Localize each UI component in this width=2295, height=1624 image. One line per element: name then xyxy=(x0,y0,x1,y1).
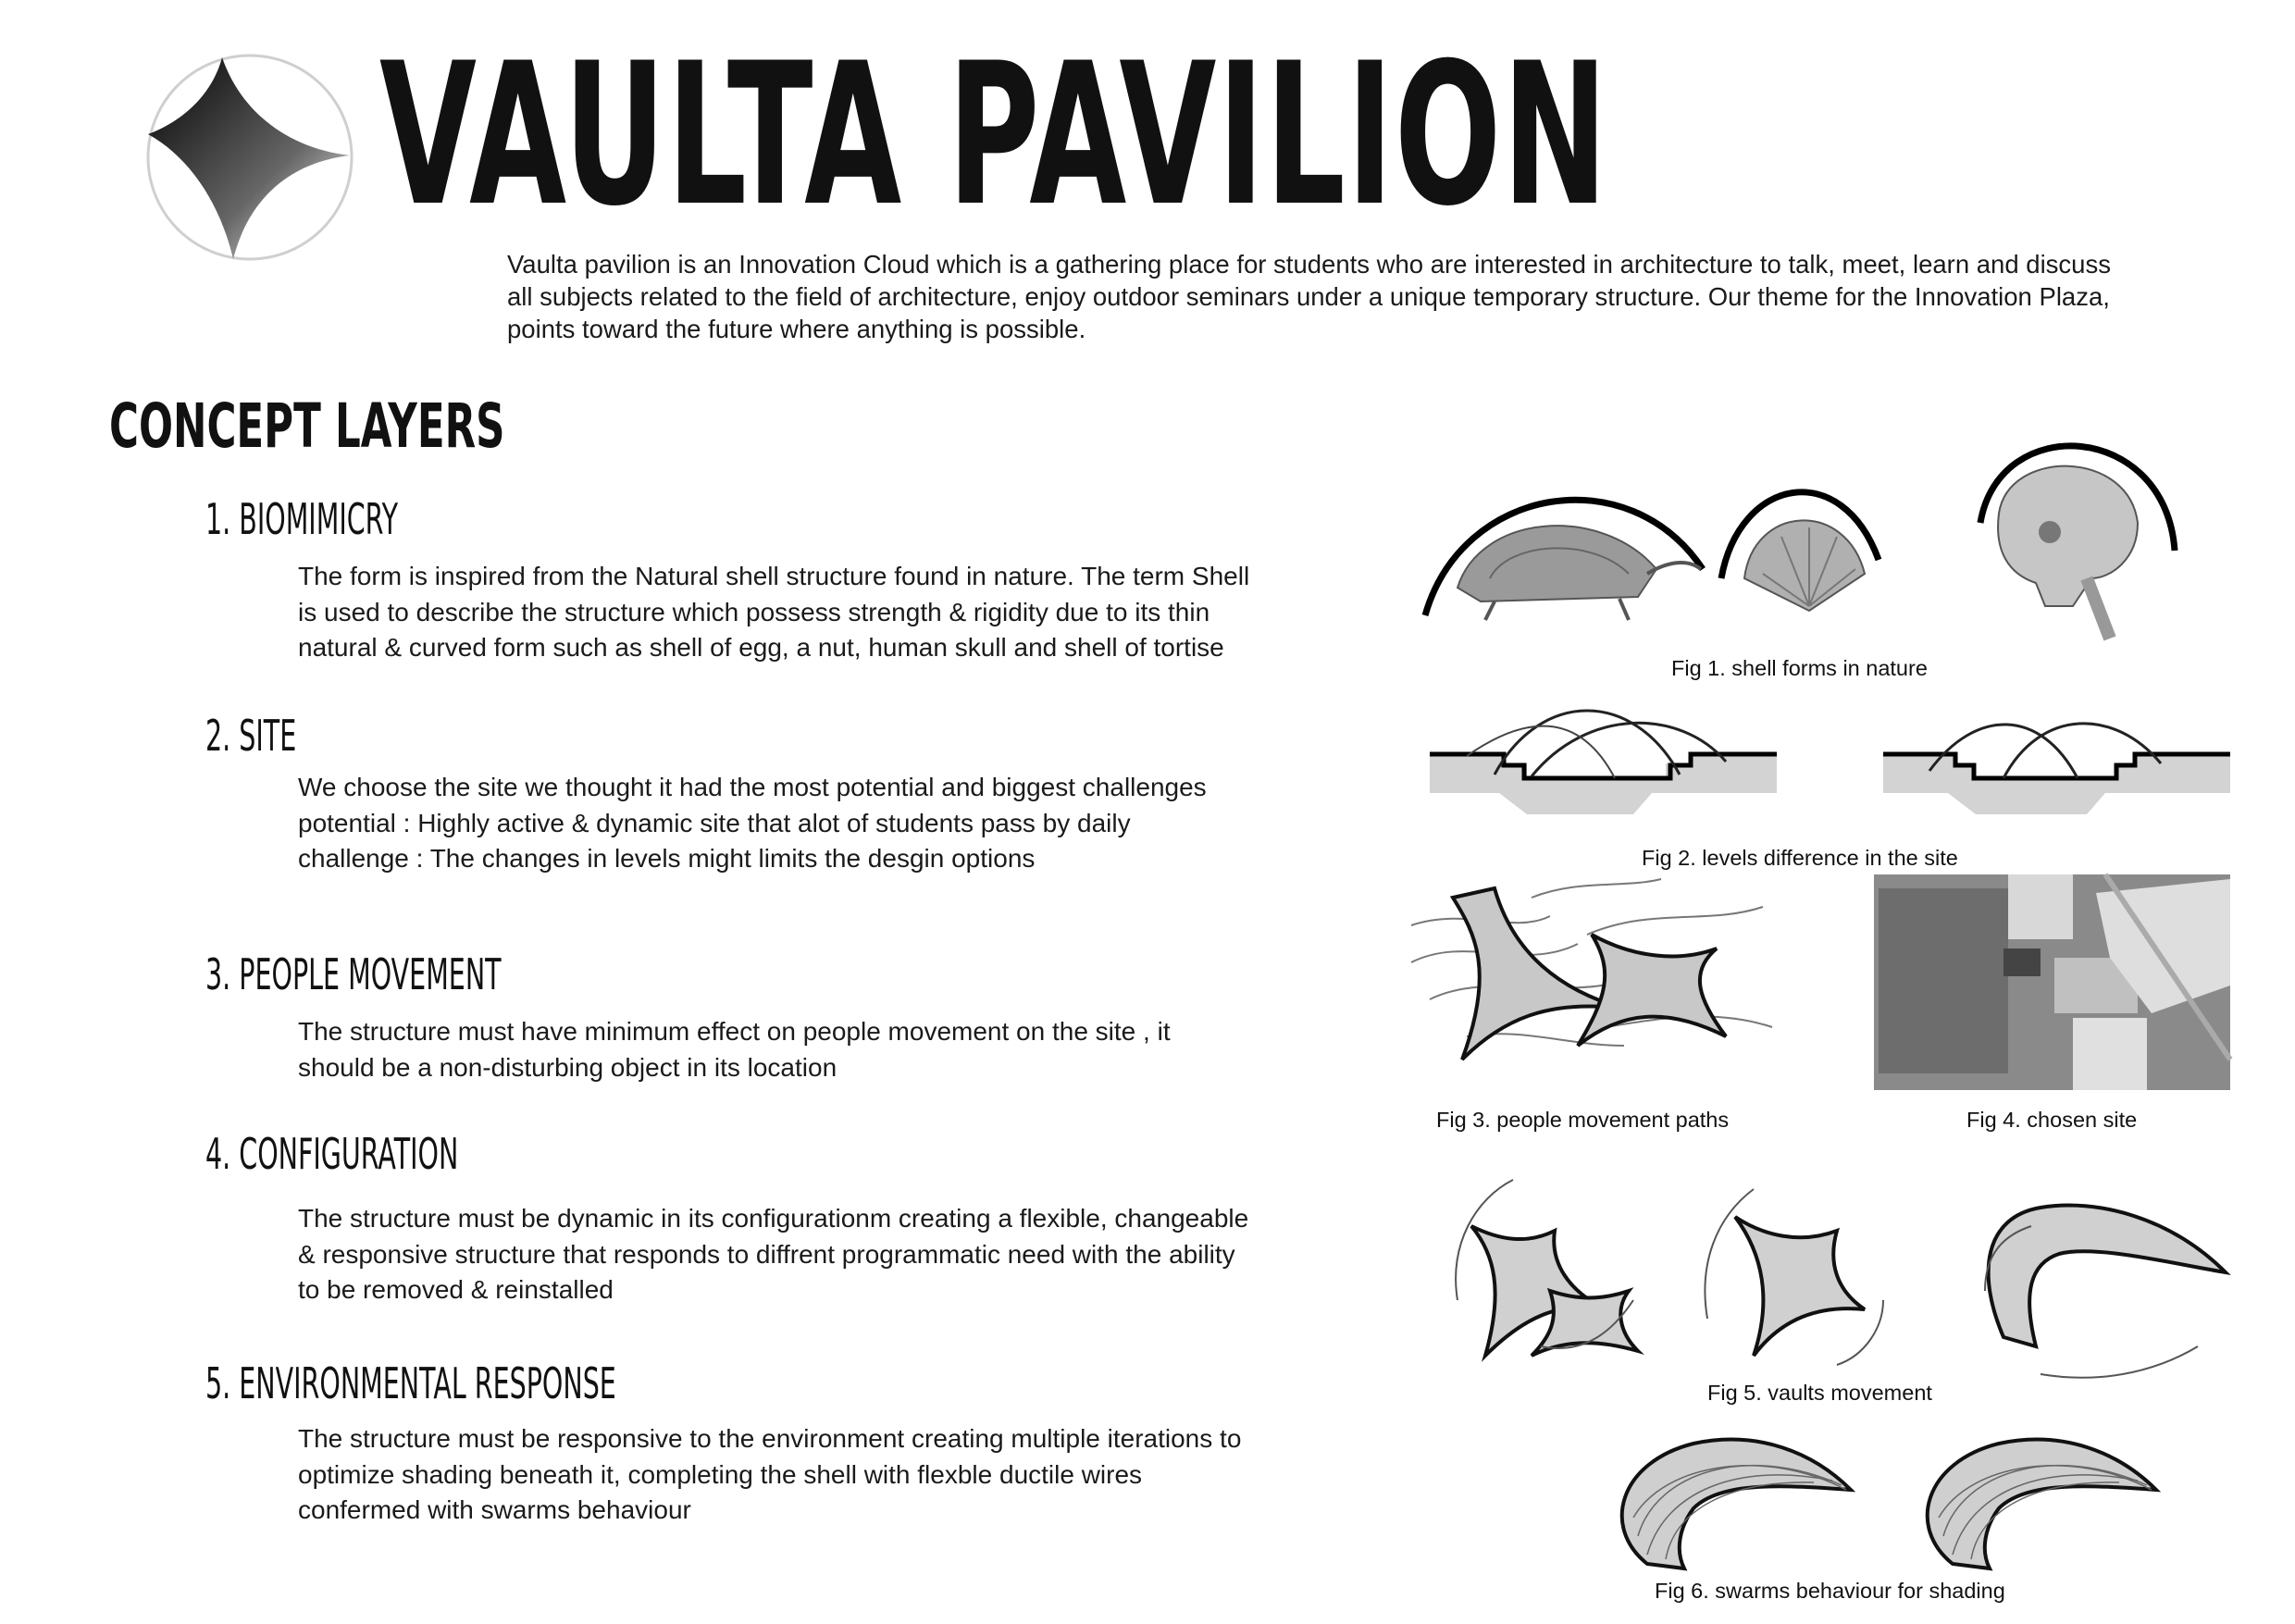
site-text-line: challenge : The changes in levels might limits the desgin options xyxy=(298,844,1036,873)
section-title-environmental-response: 5. ENVIRONMENTAL RESPONSE xyxy=(205,1358,616,1408)
fig6-caption: Fig 6. swarms behaviour for shading xyxy=(1655,1579,2005,1603)
swarm-vault-right xyxy=(1928,1440,2156,1568)
vaulta-logo xyxy=(139,46,361,268)
fig4-caption: Fig 4. chosen site xyxy=(1966,1108,2138,1132)
fig3-caption: Fig 3. people movement paths xyxy=(1436,1108,1730,1132)
site-text-line: We choose the site we thought it had the most potential and biggest challenges xyxy=(298,773,1207,801)
fig1-caption: Fig 1. shell forms in nature xyxy=(1671,656,1928,680)
fig4-site-aerial-photo xyxy=(1874,874,2230,1090)
concept-layers-heading: CONCEPT LAYERS xyxy=(109,391,505,462)
tortoise-sketch xyxy=(1425,500,1703,620)
skull-sketch xyxy=(1980,446,2175,638)
vault-shape-e xyxy=(1735,1217,1865,1356)
vault-shape-a xyxy=(1453,888,1624,1060)
fig5-caption: Fig 5. vaults movement xyxy=(1707,1381,1932,1405)
section-text-site xyxy=(298,770,1251,877)
fig2-level-sections xyxy=(1430,689,2235,819)
section-title-site: 2. SITE xyxy=(205,711,297,761)
fig3-movement-paths xyxy=(1411,870,1791,1073)
section-text-configuration: The structure must be dynamic in its configurationm creating a flexible, changeable & responsive structure that responds to diffrent programmatic need with the ability to be removed & reinstalled xyxy=(298,1204,1249,1304)
section-text-people-movement: The structure must have minimum effect on people movement on the site , it should be a non-disturbing object in its location xyxy=(298,1017,1171,1082)
section-text-biomimicry: The form is inspired from the Natural shell structure found in nature. The term Shell is used to describe the structure which possess strength & rigidity due to its thin natural & curved form such as shell of egg, a nut, human skull and shell of tortise xyxy=(298,562,1250,662)
site-text-line: potential : Highly active & dynamic site that alot of students pass by daily xyxy=(298,808,1131,837)
vault-shape-f xyxy=(1989,1206,2226,1346)
section-drawing-right xyxy=(1883,724,2230,814)
section-text-environmental-response: The structure must be responsive to the environment creating multiple iterations to optimize shading beneath it, completing the shell with flexble ductile wires confermed with swarms behaviour xyxy=(298,1424,1242,1524)
fig5-vaults-movement xyxy=(1430,1161,2263,1383)
section-title-biomimicry: 1. BIOMIMICRY xyxy=(205,494,399,544)
scallop-shell-sketch xyxy=(1721,492,1879,611)
vault-shape-b xyxy=(1578,935,1726,1046)
intro-paragraph: Vaulta pavilion is an Innovation Cloud which is a gathering place for students who are interested in architecture to talk, meet, learn and discuss all subjects related to the field of architecture, enjoy outdoor seminars under a unique temporary structure. Our theme for the Innovation Plaza, points toward the future where anything is possible. xyxy=(507,250,2111,343)
section-drawing-left xyxy=(1430,711,1777,814)
section-title-configuration: 4. CONFIGURATION xyxy=(205,1129,459,1179)
section-title-people-movement: 3. PEOPLE MOVEMENT xyxy=(205,949,502,999)
fig6-swarms-behaviour xyxy=(1582,1416,2175,1573)
fig2-caption: Fig 2. levels difference in the site xyxy=(1642,846,1958,870)
swarm-vault-left xyxy=(1622,1440,1851,1568)
page-title: VAULTA PAVILION xyxy=(379,20,1609,249)
fig1-shell-forms-image xyxy=(1407,421,2184,643)
